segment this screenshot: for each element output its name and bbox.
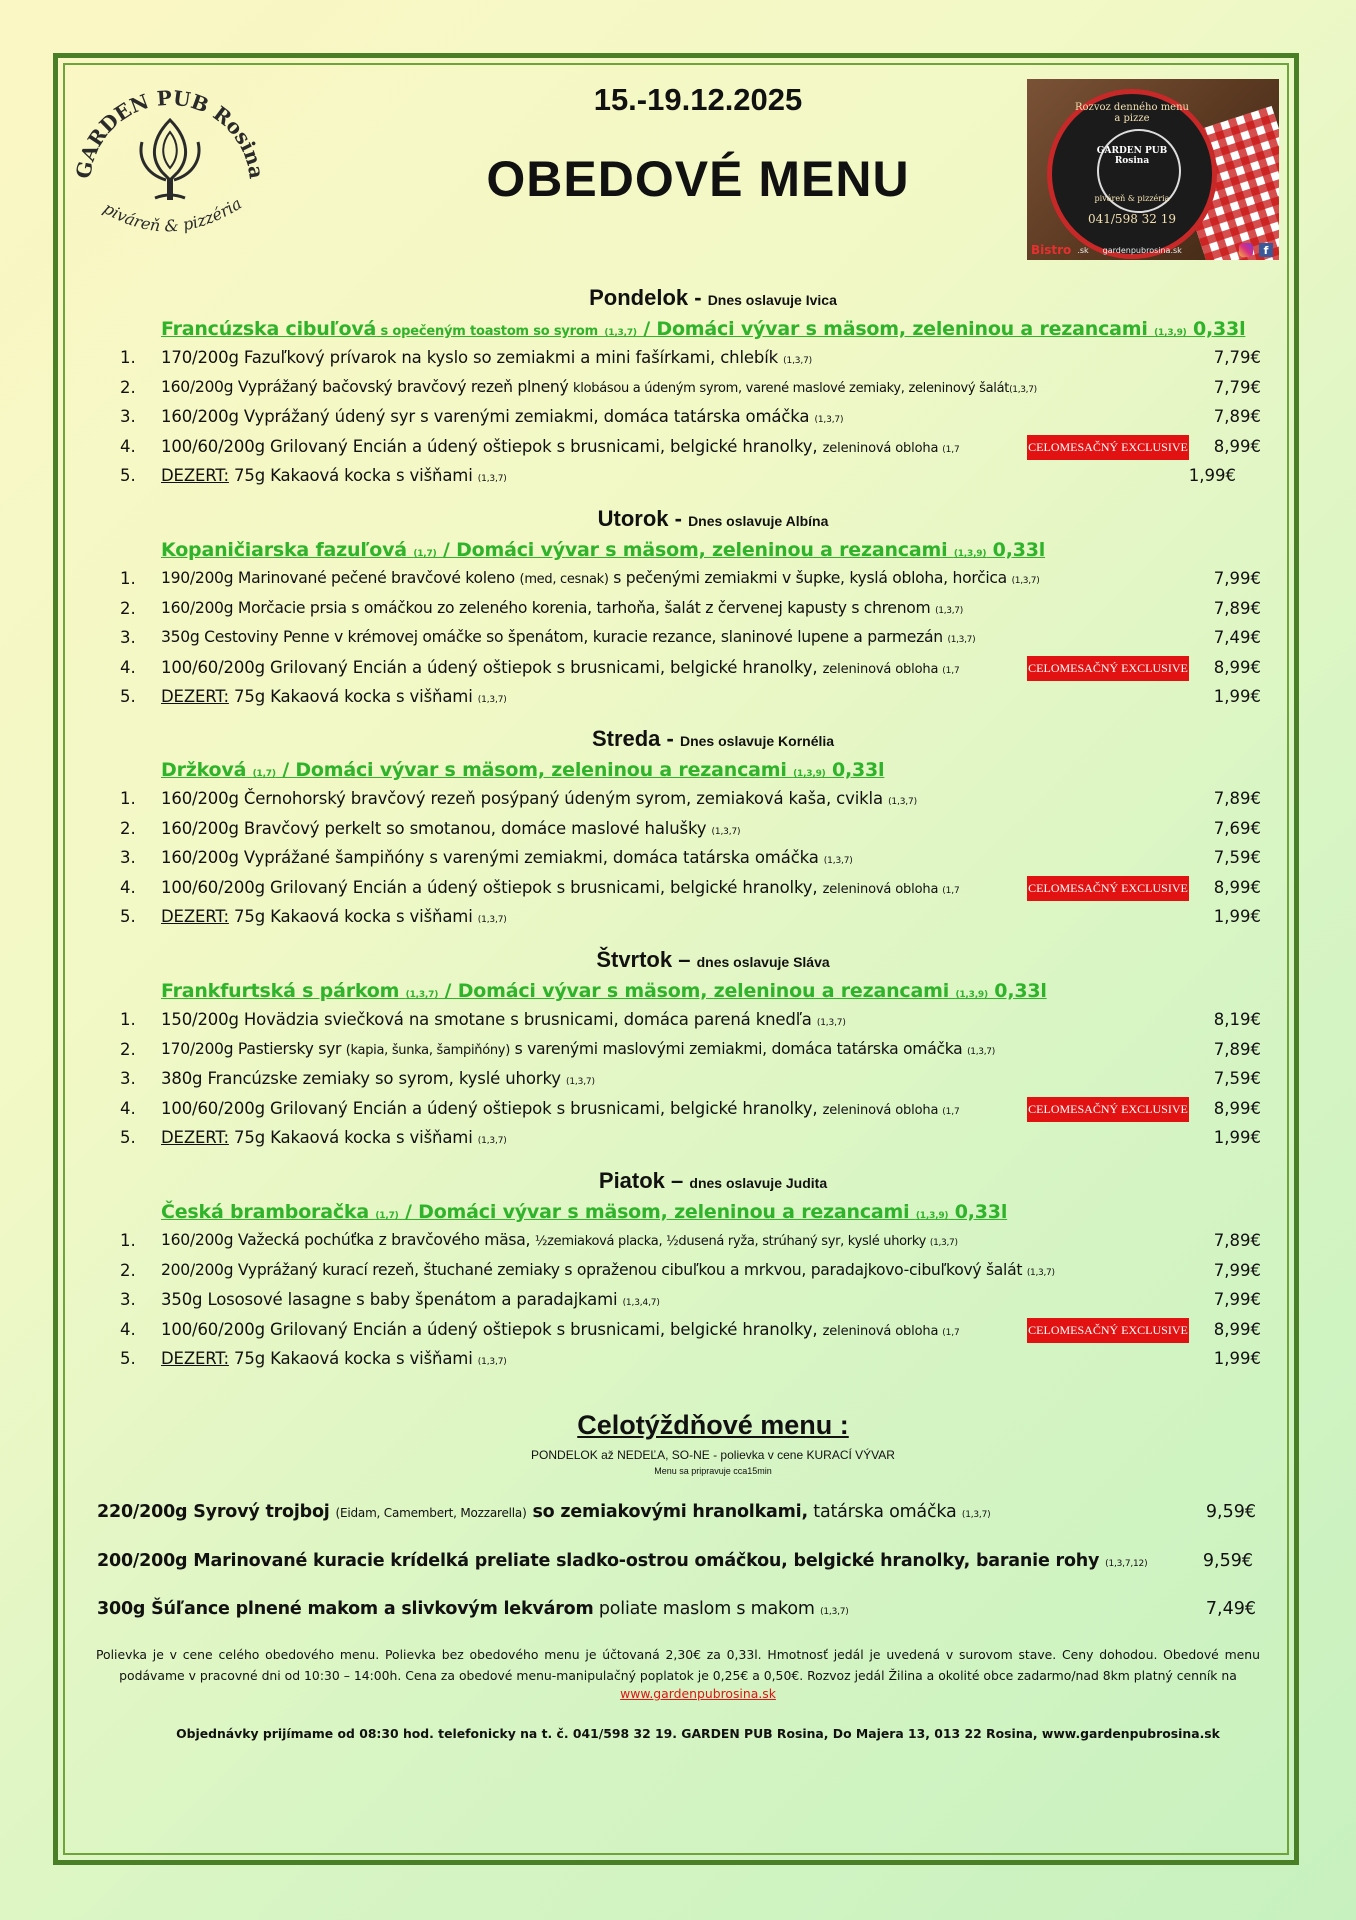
item-price: 1,99€: [1213, 907, 1261, 926]
item-price: 8,19€: [1213, 1010, 1261, 1029]
promo-footer: [1027, 240, 1279, 260]
item-number: 1.: [120, 348, 136, 367]
item-number: 3.: [120, 1290, 136, 1309]
item-number: 2.: [120, 598, 136, 618]
instagram-icon[interactable]: [1239, 243, 1253, 257]
logo-top-text: GARDEN PUB Rosina: [71, 85, 269, 181]
exclusive-badge: CELOMESAČNÝ EXCLUSIVE: [1027, 435, 1189, 460]
exclusive-badge: CELOMESAČNÝ EXCLUSIVE: [1027, 656, 1189, 681]
exclusive-badge: CELOMESAČNÝ EXCLUSIVE: [1027, 1097, 1189, 1122]
footer-note: Polievka je v cene celého obedového menu. Polievka bez obedového menu je účtovaná 2,30€ za 0,33l. Hmotnosť jedál je uvedená v surovom stave. Ceny dohodou. Obedové menu podávame v pracovné dni od 10:30 – 14:00h. Cena za obedové menu-manipulačný poplatok je 0,25€ a 0,50€. Rozvoz jedál Žilina a okolité obce zadarmo/nad 8km platný cenník na: [96, 1647, 1260, 1683]
item-price: 7,89€: [1213, 1039, 1261, 1059]
day-heading: Piatok – dnes oslavuje Judita: [598, 1168, 828, 1193]
item-price: 7,89€: [1213, 1231, 1261, 1250]
item-number: 5.: [120, 687, 136, 706]
item-number: 4.: [120, 877, 136, 897]
menu-item: [0, 658, 1356, 686]
item-price: 8,99€: [1213, 877, 1261, 897]
item-number: 3.: [120, 848, 136, 867]
item-number: 4.: [120, 1319, 136, 1339]
soup-of-the-day: Frankfurtská s párkom (1,3,7) / Domáci vývar s mäsom, zeleninou a rezancami (1,3,9) 0,33l: [161, 980, 1047, 1002]
item-number: 4.: [120, 1098, 136, 1118]
item-description: DEZERT: 75g Kakaová kocka s višňami (1,3,7): [161, 687, 507, 706]
item-price: 8,99€: [1213, 1098, 1261, 1118]
weekly-item-price: 9,59€: [1202, 1551, 1253, 1571]
item-number: 4.: [120, 657, 136, 677]
item-description: 160/200g Bravčový perkelt so smotanou, domáce maslové halušky (1,3,7): [161, 818, 741, 838]
menu-item: [0, 1231, 1356, 1259]
menu-item: [0, 378, 1356, 406]
item-description: 160/200g Morčacie prsia s omáčkou zo zeleného korenia, tarhoňa, šalát z červenej kapusty s chrenom (1,3,7): [161, 598, 963, 617]
item-number: 1.: [120, 569, 136, 588]
item-description: 190/200g Marinované pečené bravčové koleno (med, cesnak) s pečenými zemiakmi v šupke, kyslá obloha, horčica (1,3,7): [161, 569, 1040, 587]
promo-inner-sub: piváreň & pizzéria: [1094, 194, 1170, 203]
item-price: 7,49€: [1213, 628, 1261, 647]
weekly-item: 200/200g Marinované kuracie krídelká preliate sladko-ostrou omáčkou, belgické hranolky, baranie rohy (1,3,7,12) 9,59€: [97, 1551, 1253, 1571]
menu-item: [0, 466, 1356, 494]
item-description: 150/200g Hovädzia sviečková na smotane s brusnicami, domáca parená knedľa (1,3,7): [161, 1010, 846, 1029]
item-description: DEZERT: 75g Kakaová kocka s višňami (1,3,7): [161, 1128, 507, 1147]
item-price: 7,79€: [1213, 348, 1261, 367]
menu-item: [0, 407, 1356, 435]
item-description: 380g Francúzske zemiaky so syrom, kyslé uhorky (1,3,7): [161, 1069, 595, 1088]
item-price: 7,89€: [1213, 407, 1261, 426]
item-description: 100/60/200g Grilovaný Encián a údený oštiepok s brusnicami, belgické hranolky, zeleninová obloha (1,7: [161, 657, 960, 677]
promo-phone: 041/598 32 19: [1087, 212, 1177, 226]
menu-item: [0, 1069, 1356, 1097]
bistro-sk: .sk: [1077, 245, 1089, 255]
item-number: 3.: [120, 407, 136, 426]
item-description: 160/200g Vyprážané šampiňóny s varenými zemiakmi, domáca tatárska omáčka (1,3,7): [161, 848, 853, 867]
menu-item: [0, 1040, 1356, 1068]
item-number: 1.: [120, 789, 136, 808]
item-price: 7,59€: [1213, 848, 1261, 867]
day-heading: Utorok - Dnes oslavuje Albína: [597, 506, 829, 531]
item-number: 1.: [120, 1231, 136, 1250]
menu-item: [0, 848, 1356, 876]
item-price: 7,59€: [1213, 1069, 1261, 1088]
item-number: 3.: [120, 628, 136, 647]
menu-title: OBEDOVÉ MENU: [486, 151, 910, 207]
menu-item: [0, 789, 1356, 817]
menu-item: [0, 907, 1356, 935]
menu-item: [0, 819, 1356, 847]
bistro-label: Bistro: [1031, 243, 1072, 257]
item-description: DEZERT: 75g Kakaová kocka s višňami (1,3,7): [161, 907, 507, 926]
soup-of-the-day: Držková (1,7) / Domáci vývar s mäsom, zeleninou a rezancami (1,3,9) 0,33l: [161, 759, 885, 781]
item-description: 100/60/200g Grilovaný Encián a údený oštiepok s brusnicami, belgické hranolky, zeleninová obloha (1,7: [161, 1098, 960, 1118]
item-price: 8,99€: [1213, 436, 1261, 456]
day-heading: Pondelok - Dnes oslavuje Ivica: [589, 285, 837, 310]
item-number: 2.: [120, 377, 136, 397]
item-price: 8,99€: [1213, 657, 1261, 677]
weekly-item: 220/200g Syrový trojboj (Eidam, Camembert, Mozzarella) so zemiakovými hranolkami, tatárska omáčka (1,3,7) 9,59€: [97, 1502, 1256, 1522]
menu-item: [0, 437, 1356, 465]
menu-item: [0, 628, 1356, 656]
item-description: 100/60/200g Grilovaný Encián a údený oštiepok s brusnicami, belgické hranolky, zeleninová obloha (1,7: [161, 436, 960, 456]
item-description: DEZERT: 75g Kakaová kocka s višňami (1,3,7): [161, 466, 507, 485]
item-number: 1.: [120, 1010, 136, 1029]
weekly-menu-prep-note: Menu sa pripravuje cca15min: [654, 1466, 772, 1476]
menu-item: [0, 1261, 1356, 1289]
item-price: 1,99€: [1213, 1349, 1261, 1368]
item-price: 7,99€: [1213, 569, 1261, 588]
item-price: 8,99€: [1213, 1319, 1261, 1339]
item-number: 2.: [120, 1039, 136, 1059]
soup-of-the-day: Francúzska cibuľová s opečeným toastom so syrom (1,3,7) / Domáci vývar s mäsom, zeleninou a rezancami (1,3,9) 0,33l: [161, 318, 1246, 340]
weekly-item: 300g Šúľance plnené makom a slivkovým lekvárom poliate maslom s makom (1,3,7) 7,49€: [97, 1599, 1256, 1619]
menu-item: [0, 878, 1356, 906]
item-price: 7,79€: [1213, 377, 1261, 397]
exclusive-badge: CELOMESAČNÝ EXCLUSIVE: [1027, 1318, 1189, 1343]
logo-bottom-text: piváreň & pizzéria: [100, 193, 245, 236]
day-heading: Štvrtok – dnes oslavuje Sláva: [596, 947, 830, 972]
item-number: 2.: [120, 818, 136, 838]
weekly-item-price: 7,49€: [1205, 1599, 1256, 1619]
item-number: 5.: [120, 1128, 136, 1147]
menu-item: [0, 1290, 1356, 1318]
item-description: 170/200g Pastiersky syr (kapia, šunka, šampiňóny) s varenými maslovými zemiakmi, domáca tatárska omáčka (1,3,7): [161, 1039, 995, 1058]
item-number: 3.: [120, 1069, 136, 1088]
item-description: 100/60/200g Grilovaný Encián a údený oštiepok s brusnicami, belgické hranolky, zeleninová obloha (1,7: [161, 1319, 960, 1339]
promo-inner-text: GARDEN PUB Rosina: [1096, 146, 1168, 166]
item-description: 350g Lososové lasagne s baby špenátom a paradajkami (1,3,4,7): [161, 1290, 660, 1309]
menu-item: [0, 1010, 1356, 1038]
promo-site: gardenpubrosina.sk: [1102, 245, 1182, 255]
item-price: 7,89€: [1213, 789, 1261, 808]
menu-item: [0, 687, 1356, 715]
item-price: 7,69€: [1213, 818, 1261, 838]
menu-item: [0, 569, 1356, 597]
menu-item: [0, 1099, 1356, 1127]
item-price: 7,99€: [1213, 1260, 1261, 1280]
exclusive-badge: CELOMESAČNÝ EXCLUSIVE: [1027, 876, 1189, 901]
item-number: 4.: [120, 436, 136, 456]
menu-item: [0, 1128, 1356, 1156]
contact-info: Objednávky prijímame od 08:30 hod. telefonicky na t. č. 041/598 32 19. GARDEN PUB Rosina, Do Majera 13, 013 22 Rosina, www.gardenpubrosina.sk: [176, 1726, 1220, 1741]
menu-item: [0, 348, 1356, 376]
item-description: DEZERT: 75g Kakaová kocka s višňami (1,3,7): [161, 1349, 507, 1368]
promo-ring-text: Rozvoz denného menu a pizze: [1075, 102, 1189, 124]
website-link[interactable]: www.gardenpubrosina.sk: [620, 1686, 776, 1701]
soup-of-the-day: Česká bramboračka (1,7) / Domáci vývar s mäsom, zeleninou a rezancami (1,3,9) 0,33l: [161, 1201, 1008, 1223]
item-number: 5.: [120, 466, 136, 485]
menu-date: 15.-19.12.2025: [593, 82, 803, 117]
promo-badge-circle: [1047, 89, 1217, 259]
weekly-item-price: 9,59€: [1205, 1502, 1256, 1522]
soup-of-the-day: Kopaničiarska fazuľová (1,7) / Domáci vývar s mäsom, zeleninou a rezancami (1,3,9) 0,33l: [161, 539, 1046, 561]
menu-item: [0, 1349, 1356, 1377]
weekly-menu-subtitle: PONDELOK až NEDEĽA, SO-NE - polievka v cene KURACÍ VÝVAR: [531, 1448, 895, 1462]
weekly-menu-title: Celotýždňové menu :: [577, 1410, 849, 1440]
item-price: 7,99€: [1213, 1290, 1261, 1309]
item-price: 1,99€: [1213, 1128, 1261, 1147]
item-description: 200/200g Vyprážaný kurací rezeň, štuchané zemiaky s opraženou cibuľkou a mrkvou, paradajkovo-cibuľkový šalát (1,3,7): [161, 1260, 1055, 1279]
item-description: 170/200g Fazuľkový prívarok na kyslo so zemiakmi a mini fašírkami, chlebík (1,3,7): [161, 348, 813, 367]
delivery-promo-image: [1027, 79, 1279, 260]
item-description: 160/200g Vyprážaný bačovský bravčový rezeň plnený klobásou a údeným syrom, varené maslové zemiaky, zeleninový šalát(1,3,7): [161, 377, 1037, 396]
item-price: 1,99€: [1188, 466, 1236, 485]
facebook-icon[interactable]: f: [1259, 243, 1273, 257]
item-description: 100/60/200g Grilovaný Encián a údený oštiepok s brusnicami, belgické hranolky, zeleninová obloha (1,7: [161, 877, 960, 897]
item-number: 5.: [120, 1349, 136, 1368]
menu-item: [0, 599, 1356, 627]
item-description: 350g Cestoviny Penne v krémovej omáčke so špenátom, kuracie rezance, slaninové lupene a parmezán (1,3,7): [161, 628, 976, 646]
item-number: 2.: [120, 1260, 136, 1280]
item-number: 5.: [120, 907, 136, 926]
item-description: 160/200g Važecká pochúťka z bravčového mäsa, ½zemiaková placka, ½dusená ryža, strúhaný syr, kyslé uhorky (1,3,7): [161, 1231, 958, 1249]
item-description: 160/200g Vyprážaný údený syr s varenými zemiakmi, domáca tatárska omáčka (1,3,7): [161, 407, 844, 426]
item-description: 160/200g Černohorský bravčový rezeň posýpaný údeným syrom, zemiaková kaša, cvikla (1,3,7): [161, 789, 917, 808]
item-price: 7,89€: [1213, 598, 1261, 618]
item-price: 1,99€: [1213, 687, 1261, 706]
menu-item: [0, 1320, 1356, 1348]
day-heading: Streda - Dnes oslavuje Kornélia: [591, 726, 835, 751]
